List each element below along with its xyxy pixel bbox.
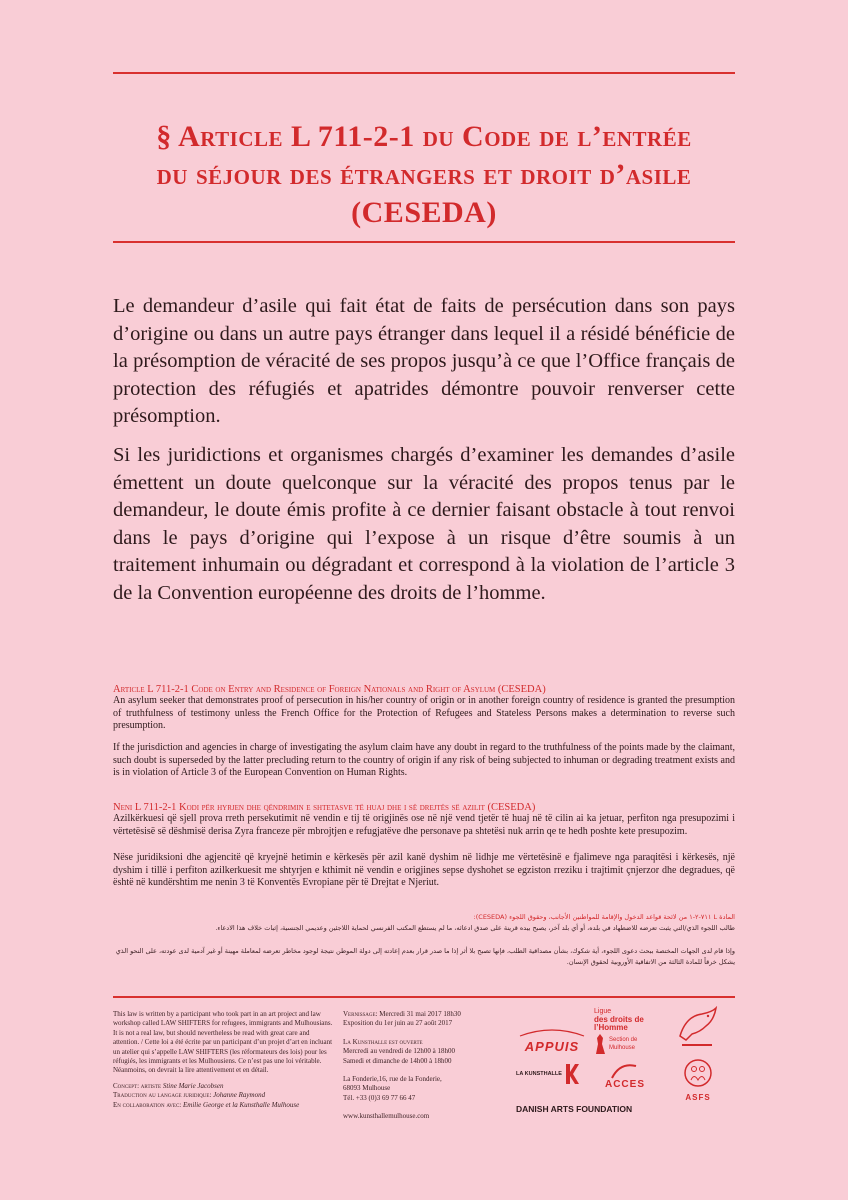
dove-logo [672,1006,722,1055]
arabic-paragraph-2: وإذا قام لدى الجهات المختصة ببحث دعوى اللجوء، أية شكوك، بشأن مصداقية الطلب، فإنها تصبح بلا أثر إذا ما صدر قرار بعدم إعادته إلى دولة الموطن نتيجة لوجود مخاطر تعرضه لمعاملة مهينة أو غير آدمية لدى عودته، على النحو الذي يشكل خرقاً للمادة الثالثة من الاتفاقية الأوروبية لحقوق الإنسان. [115,947,735,966]
exposition-dates: Exposition du 1er juin au 27 août 2017 [343,1019,453,1028]
english-heading: Article L 711-2-1 Code on Entry and Residence of Foreign Nationals and Right of Asylum (CESEDA) [113,684,546,695]
danish-arts-logo [516,1104,636,1114]
albanian-paragraph-1: Azilkërkuesi që sjell prova rreth persekutimit në vendin e tij të origjinës ose në një vend tjetër të huaj në të cilin ai ka jetuar, perfiton nga presupozimi i vërtetësisë së dëshmisë derisa Zyra franceze për mbrojtjen e refugjatëve dhe personave pa shtetësi nuk arrin qe te hedh poshte kete presupozim. [113,813,735,837]
dove-icon [672,1006,722,1050]
footer-info-column [343,1010,493,1122]
open-heading: La Kunsthalle est ouverte [343,1037,423,1046]
credit-concept [113,1082,333,1091]
acces-text: ACCES [604,1079,645,1090]
vernissage-date: Mercredi 31 mai 2017 18h30 [379,1010,461,1018]
address-line-1: La Fonderie,16, rue de la Fonderie, [343,1075,442,1084]
ldh-line-3: l’Homme [594,1023,628,1032]
english-paragraph-2: If the jurisdiction and agencies in charge of investigating the asylum claim have any doubt in regard to the truthfulness of the points made by the claimant, such doubt is superseded by the latter precluding return to the country of origin if any risk of being subjected to inhuman or degrading treatment exists and is in violation of Article 3 of the European Convention on Human Rights. [113,742,735,778]
kunsthalle-logo [516,1064,580,1084]
arabic-heading [113,912,735,922]
address-line-2: 68093 Mulhouse [343,1084,391,1093]
acces-swoosh-icon [610,1062,640,1080]
arabic-heading-text: المادة L ٧١١-٢-١ من لائحة قواعد الدخول والإقامة للمواطنين الأجانب، وحقوق اللجوء (CESEDA): [473,913,735,921]
open-weekdays: Mercredi au vendredi de 12h00 à 18h00 [343,1047,455,1056]
albanian-heading: Neni L 711-2-1 Kodi për hyrjen dhe qëndrimin e shtetasve të huaj dhe i së drejtës së azilit (CESEDA) [113,802,536,813]
footer-about-column [113,1010,333,1110]
main-paragraph-1: Le demandeur d’asile qui fait état de faits de persécution dans son pays d’origine ou dans un autre pays étranger dans lequel il a résidé bénéficie de la présomption de véracité de ses propos jusqu’à ce que l’Office français de protection des réfugiés et apatrides démontre pouvoir renverser cette présomption. [113,295,735,427]
credit-collaboration [113,1101,333,1110]
about-text: This law is written by a participant who took part in an art project and law workshop called LAW SHIFTERS for refugees, immigrants and Mulhousians. It is not a real law, but should nevertheless be read with great care and attention. / Cette loi a été écrite par un participant d’un projet d’art en incluant un atelier qui s’appelle LAW SHIFTERS (les réformateurs des lois) pour les réfugiés, les immigrants et les Mulhousiens. Ce n’est pas une loi véritable. Néanmoins, on devrait la lire attentivement et en détail. [113,1010,333,1075]
open-weekend: Samedi et dimanche de 14h00 à 18h00 [343,1056,452,1065]
credit-translation [113,1091,333,1100]
acces-logo [594,1062,656,1090]
kunsthalle-k-icon [565,1064,579,1084]
albanian-paragraph-2: Nëse juridiksioni dhe agjencitë që kryejnë hetimin e kërkesës për azil kanë dyshim në lidhje me vërtetësinë e fjalimeve nga paraqitësi i kërkesës, një dyshim i tillë i perfiton azilkerkuesit me shtyrjen e kthimit në vendin e origjines sepse dyshohet se egziston rreziku i trajtimit çnjerzor dhe degradues, që është në kundërshtim me nenin 3 të Konventës Evropiane për të Drejtat e Njeriut. [113,852,735,888]
title-line-3: (CESEDA) [351,196,497,229]
concept-name: Stine Marie Jacobsen [162,1081,224,1090]
appuis-text: APPUIS [524,1039,580,1054]
title-rule [113,241,735,243]
page-title [113,118,735,232]
top-rule [113,72,735,74]
vernissage [343,1010,493,1019]
ldh-line-4: Section de Mulhouse [609,1037,638,1051]
title-line-2: du séjour des étrangers et droit d’asile [156,158,692,191]
asfs-logo [676,1058,720,1102]
ldh-line-1: Ligue [594,1008,612,1015]
translation-label: Traduction au langage juridique: [113,1091,212,1100]
website-link[interactable]: www.kunsthallemulhouse.com [343,1112,430,1121]
translation-name: Johanne Raymond [213,1091,266,1100]
title-line-1: § Article L 711-2-1 du Code de l’entrée [156,120,692,153]
arabic-paragraph-1: طالب اللجوء الذي/التي يثبت تعرضه للاضطهاد في بلده، أو أي بلد آخر، يصبح بيده قرينة على صدق ادعائه، ما لم يستطع المكتب الفرنسي لحماية اللاجئين وعديمي الجنسية، إثبات خلاف هذا الادعاء. [215,924,735,932]
kunsthalle-text: LA KUNSTHALLE [516,1071,562,1077]
asfs-text: ASFS [685,1093,711,1102]
footer-rule [113,996,735,998]
phone: Tél. +33 (0)3 69 77 66 47 [343,1093,416,1102]
ldh-line-2: des droits de [594,1015,644,1024]
vernissage-label: Vernissage: [343,1010,378,1018]
english-paragraph-1: An asylum seeker that demonstrates proof of persecution in his/her country of origin or in another foreign country of residence is granted the presumption of truthfulness of testimony unless the French Office for the Protection of Refugees and Stateless Persons makes a determination to reverse such presumption. [113,695,735,731]
appuis-logo [516,1022,588,1054]
collab-label: En collaboration avec: [113,1100,182,1109]
ldh-figure-icon [594,1034,606,1054]
danish-arts-text: DANISH ARTS FOUNDATION [516,1104,633,1114]
ldh-logo [594,1008,656,1054]
ldh-bottom [594,1034,656,1054]
concept-label: Concept: artiste [113,1081,162,1090]
collab-name: Emilie George et la Kunsthalle Mulhouse [183,1100,300,1109]
asfs-emblem-icon [683,1058,713,1088]
main-paragraph-2: Si les juridictions et organismes chargés d’examiner les demandes d’asile émettent un doute quelconque sur la véracité des propos tenus par le demandeur, le doute émis profite à ce dernier faisant obstacle à tout renvoi dans le pays d’origine qui l’expose à un risque d’être soumis à un traitement inhumain ou dégradant et correspond à la violation de l’article 3 de la Convention européenne des droits de l’homme. [113,444,735,604]
